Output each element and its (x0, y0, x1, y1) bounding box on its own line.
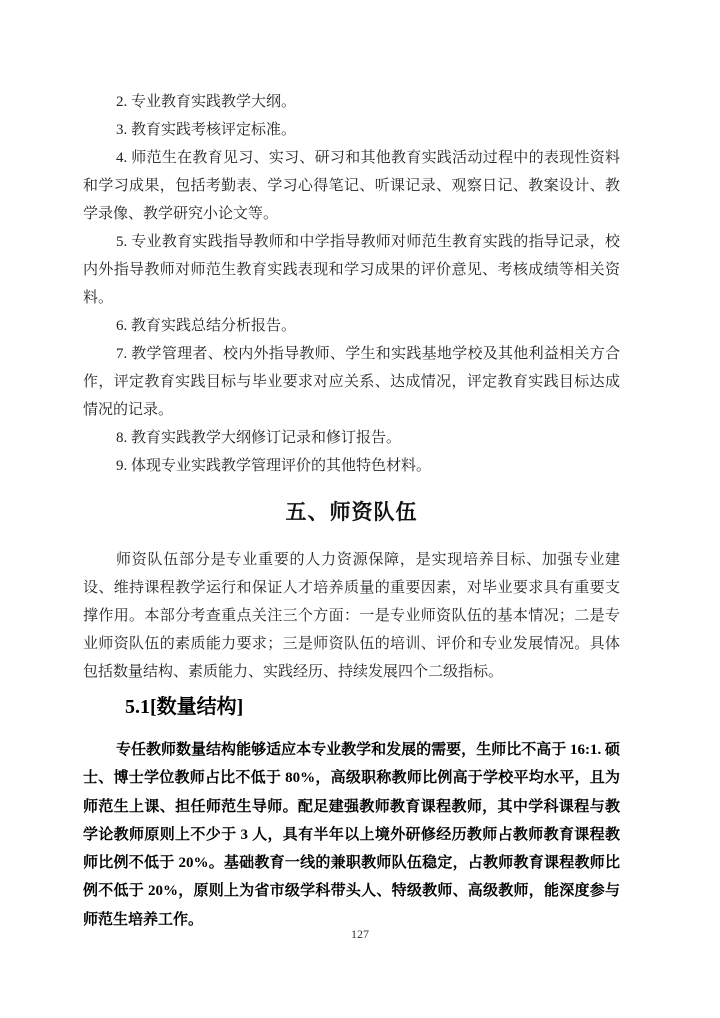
subsection-heading-quantity-structure: 5.1[数量结构] (125, 696, 244, 718)
list-item-5: 5. 专业教育实践指导教师和中学指导教师对师范生教育实践的指导记录，校内外指导教师对师范生教育实践表现和学习成果的评价意见、考核成绩等相关资料。 (83, 234, 620, 306)
list-item-6: 6. 教育实践总结分析报告。 (116, 318, 297, 334)
list-item-7: 7. 教学管理者、校内外指导教师、学生和实践基地学校及其他利益相关方合作，评定教育实践目标与毕业要求对应关系、达成情况，评定教育实践目标达成情况的记录。 (83, 346, 620, 418)
subsection-body-paragraph: 专任教师数量结构能够适应本专业教学和发展的需要，生师比不高于 16:1. 硕士、博士学位教师占比不低于 80%，高级职称教师比例高于学校平均水平，且为师范生上课、担任师范生导师。配足建强教师教育课程教师，其中学科课程与教学论教师原则上不少于 3 人，具有半年以上境外研修经历教师占教师教育课程教师比例不低于 20%。基础教育一线的兼职教师队伍稳定，占教师教育课程教师比例不低于 20%，原则上为省市级学科带头人、特级教师、高级教师，能深度参与师范生培养工作。 (83, 742, 620, 928)
section-heading-faculty: 五、师资队伍 (285, 500, 418, 524)
page-number: 127 (351, 927, 369, 941)
list-item-2: 2. 专业教育实践教学大纲。 (116, 94, 297, 110)
document-content (83, 88, 620, 934)
list-item-9: 9. 体现专业实践教学管理评价的其他特色材料。 (116, 458, 432, 474)
list-item-4: 4. 师范生在教育见习、实习、研习和其他教育实践活动过程中的表现性资料和学习成果，包括考勤表、学习心得笔记、听课记录、观察日记、教案设计、教学录像、教学研究小论文等。 (83, 150, 620, 222)
list-item-8: 8. 教育实践教学大纲修订记录和修订报告。 (116, 430, 402, 446)
list-item-3: 3. 教育实践考核评定标准。 (116, 122, 297, 138)
practice-materials-list (83, 88, 620, 480)
section-intro-paragraph: 师资队伍部分是专业重要的人力资源保障，是实现培养目标、加强专业建设、维持课程教学运行和保证人才培养质量的重要因素，对毕业要求具有重要支撑作用。本部分考查重点关注三个方面：一是专业师资队伍的基本情况；二是专业师资队伍的素质能力要求；三是师资队伍的培训、评价和专业发展情况。具体包括数量结构、素质能力、实践经历、持续发展四个二级指标。 (83, 552, 620, 680)
